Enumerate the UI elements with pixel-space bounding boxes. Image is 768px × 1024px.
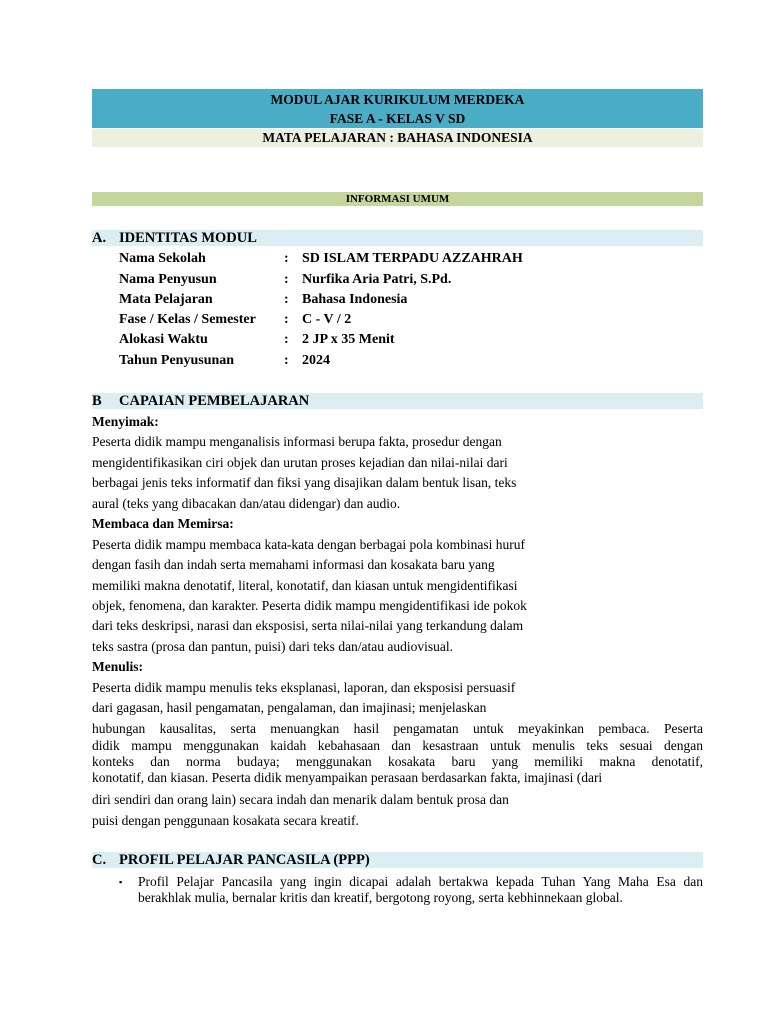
subject-banner: MATA PELAJARAN : BAHASA INDONESIA — [92, 129, 703, 147]
paragraph-line: Peserta didik mampu menganalisis informasi berupa fakta, prosedur dengan — [92, 434, 502, 449]
menyimak-heading: Menyimak: — [92, 414, 159, 429]
section-a-heading — [92, 230, 703, 246]
identity-label: Mata Pelajaran — [119, 292, 213, 307]
identity-value: SD ISLAM TERPADU AZZAHRAH — [302, 251, 523, 266]
section-a-title: IDENTITAS MODUL — [119, 230, 257, 246]
section-b-letter: B — [92, 393, 102, 409]
paragraph-line: Peserta didik mampu membaca kata-kata dengan berbagai pola kombinasi huruf — [92, 537, 525, 552]
paragraph-line: dari gagasan, hasil pengamatan, pengalaman, dan imajinasi; menjelaskan — [92, 700, 487, 715]
paragraph-line-justified: hubungan kausalitas, serta menuangkan hasil pengamatan untuk meyakinkan pembaca. Peserta — [92, 721, 703, 736]
general-info-banner: INFORMASI UMUM — [92, 192, 703, 206]
section-c-letter: C. — [92, 852, 107, 868]
paragraph-line: mengidentifikasikan ciri objek dan urutan proses kejadian dan nilai-nilai dari — [92, 455, 508, 470]
module-title-banner — [92, 89, 703, 128]
identity-value: Bahasa Indonesia — [302, 292, 408, 307]
identity-colon: : — [284, 312, 289, 327]
square-bullet-icon: ▪ — [119, 877, 123, 887]
section-a-letter: A. — [92, 230, 107, 246]
identity-value: C - V / 2 — [302, 312, 352, 327]
section-b-heading — [92, 393, 703, 409]
module-phase: FASE A - KELAS V SD — [329, 111, 466, 126]
section-c-title: PROFIL PELAJAR PANCASILA (PPP) — [119, 852, 370, 868]
paragraph-line: objek, fenomena, dan karakter. Peserta didik mampu mengidentifikasi ide pokok — [92, 598, 527, 613]
paragraph-line: teks sastra (prosa dan pantun, puisi) dari teks dan/atau audiovisual. — [92, 639, 454, 654]
paragraph-line: dengan fasih dan indah serta memahami informasi dan kosakata baru yang — [92, 557, 495, 572]
identity-colon: : — [284, 292, 289, 307]
identity-label: Fase / Kelas / Semester — [119, 312, 256, 327]
section-b-title: CAPAIAN PEMBELAJARAN — [119, 393, 310, 409]
identity-label: Alokasi Waktu — [119, 332, 208, 347]
identity-colon: : — [284, 272, 289, 287]
identity-colon: : — [284, 353, 289, 368]
membaca-heading: Membaca dan Memirsa: — [92, 516, 234, 531]
paragraph-line: diri sendiri dan orang lain) secara indah dan menarik dalam bentuk prosa dan — [92, 792, 509, 807]
section-c-heading — [92, 852, 703, 868]
paragraph-line: dari teks deskripsi, narasi dan eksposisi, serta nilai-nilai yang terkandung dalam — [92, 618, 524, 633]
identity-value: 2 JP x 35 Menit — [302, 332, 395, 347]
paragraph-line: memiliki makna denotatif, literal, konotatif, dan kiasan untuk mengidentifikasi — [92, 578, 518, 593]
ppp-bullet-text: Profil Pelajar Pancasila yang ingin dicapai adalah bertakwa kepada Tuhan Yang Maha Esa dan berakhlak mulia, bernalar kritis dan kreatif, bergotong royong, serta kebhinnekaan global. — [138, 874, 703, 905]
paragraph-line: puisi dengan penggunaan kosakata secara kreatif. — [92, 813, 359, 828]
identity-value: 2024 — [302, 353, 330, 368]
identity-label: Tahun Penyusunan — [119, 353, 235, 368]
menulis-heading: Menulis: — [92, 659, 144, 674]
identity-label: Nama Penyusun — [119, 272, 217, 287]
identity-colon: : — [284, 251, 289, 266]
identity-colon: : — [284, 332, 289, 347]
module-title: MODUL AJAR KURIKULUM MERDEKA — [270, 92, 525, 107]
paragraph-line: aural (teks yang dibacakan dan/atau didengar) dan audio. — [92, 496, 401, 511]
identity-label: Nama Sekolah — [119, 251, 206, 266]
paragraph-line-justified: konteks dan norma budaya; menggunakan kosakata baru yang memiliki makna denotatif, — [92, 754, 703, 769]
identity-value: Nurfika Aria Patri, S.Pd. — [302, 272, 452, 287]
paragraph-line: konotatif, dan kiasan. Peserta didik menyampaikan perasaan berdasarkan fakta, imajinasi (dari — [92, 770, 603, 785]
paragraph-line-justified: didik mampu menggunakan kaidah kebahasaan dan kesastraan untuk menulis teks sesuai dengan — [92, 738, 703, 753]
paragraph-line: Peserta didik mampu menulis teks eksplanasi, laporan, dan eksposisi persuasif — [92, 680, 516, 695]
paragraph-line: berbagai jenis teks informatif dan fiksi yang disajikan dalam bentuk lisan, teks — [92, 475, 517, 490]
